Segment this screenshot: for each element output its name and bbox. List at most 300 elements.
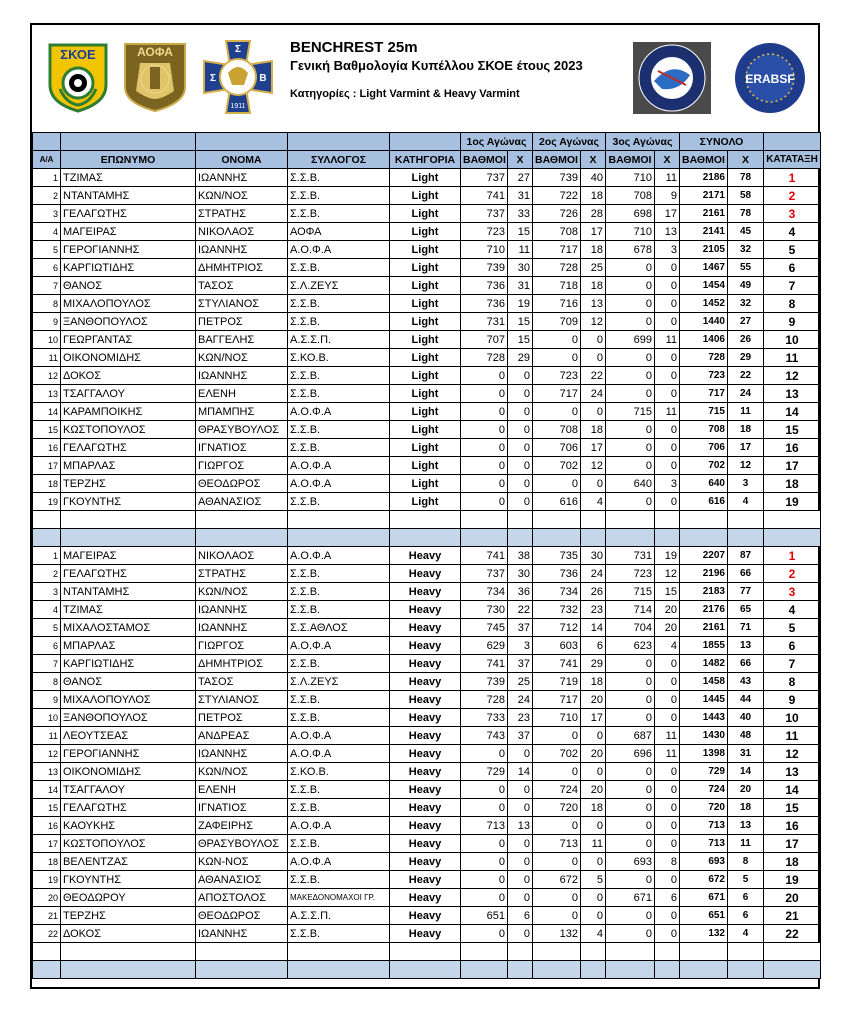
cell-name: ΖΑΦΕΙΡΗΣ <box>196 817 288 835</box>
cell-total-points: 724 <box>680 781 728 799</box>
cell-m3-points: 0 <box>606 835 655 853</box>
cell-total-x: 65 <box>728 601 764 619</box>
cell-m2-x: 5 <box>581 871 606 889</box>
cell-total-x: 78 <box>728 169 764 187</box>
cell-m2-points: 739 <box>533 169 581 187</box>
cell-name: ΚΩΝ/ΝΟΣ <box>196 583 288 601</box>
cell-total-x: 78 <box>728 205 764 223</box>
cell-name: ΕΛΕΝΗ <box>196 385 288 403</box>
cell-m1-x: 0 <box>508 475 533 493</box>
cell-total-points: 2161 <box>680 619 728 637</box>
cell-total-x: 12 <box>728 457 764 475</box>
cell-club: Σ.Σ.Β. <box>288 655 390 673</box>
cell-name: ΚΩΝ/ΝΟΣ <box>196 349 288 367</box>
header-blank <box>764 133 821 151</box>
table-row <box>33 259 821 277</box>
table-row <box>33 907 821 925</box>
cell-category: Light <box>390 349 461 367</box>
cell-rank: 4 <box>764 223 821 241</box>
cell-m2-points: 132 <box>533 925 581 943</box>
cell-m3-points: 0 <box>606 673 655 691</box>
cell-name: ΜΠΑΜΠΗΣ <box>196 403 288 421</box>
cell-m2-points: 0 <box>533 475 581 493</box>
cell-surname: ΘΑΝΟΣ <box>61 673 196 691</box>
cell-aa: 2 <box>33 187 61 205</box>
cell-total-x: 49 <box>728 277 764 295</box>
cell-m3-points: 0 <box>606 763 655 781</box>
cell-m1-x: 0 <box>508 439 533 457</box>
cell-m3-x: 0 <box>655 709 680 727</box>
cell-category: Light <box>390 187 461 205</box>
cell-rank: 5 <box>764 241 821 259</box>
cell-surname: ΒΕΛΕΝΤΖΑΣ <box>61 853 196 871</box>
cell-total-points: 1855 <box>680 637 728 655</box>
cell-name: ΕΛΕΝΗ <box>196 781 288 799</box>
aofa-logo <box>122 41 188 118</box>
cell-m1-points: 736 <box>461 295 508 313</box>
cell-rank: 16 <box>764 439 821 457</box>
cell-club: Σ.Σ.Β. <box>288 709 390 727</box>
cell-total-x: 6 <box>728 889 764 907</box>
header-blank <box>196 133 288 151</box>
cell-m3-x: 13 <box>655 223 680 241</box>
cell-aa: 8 <box>33 673 61 691</box>
cell-aa: 18 <box>33 853 61 871</box>
cell-m1-points: 743 <box>461 727 508 745</box>
cell-club: Σ.Σ.Β. <box>288 169 390 187</box>
cell-category: Light <box>390 295 461 313</box>
cell-rank: 19 <box>764 871 821 889</box>
cell-aa: 2 <box>33 565 61 583</box>
cell-name: ΙΓΝΑΤΙΟΣ <box>196 439 288 457</box>
cell-surname: ΓΕΛΑΓΩΤΗΣ <box>61 439 196 457</box>
cell-m2-x: 18 <box>581 799 606 817</box>
cell-m2-points: 709 <box>533 313 581 331</box>
cell-m1-points: 741 <box>461 187 508 205</box>
cell-club: Α.Ο.Φ.Α <box>288 727 390 745</box>
cell-m2-x: 0 <box>581 763 606 781</box>
table-row <box>33 475 821 493</box>
cell-name: ΙΩΑΝΝΗΣ <box>196 601 288 619</box>
cell-m3-x: 0 <box>655 421 680 439</box>
cell-aa: 8 <box>33 295 61 313</box>
cell-m1-x: 0 <box>508 799 533 817</box>
cell-m1-points: 0 <box>461 853 508 871</box>
cell-club: Σ.Σ.Β. <box>288 367 390 385</box>
cell-total-points: 1440 <box>680 313 728 331</box>
cell-rank: 3 <box>764 583 821 601</box>
header-row-top <box>33 133 821 151</box>
cell-m1-points: 737 <box>461 205 508 223</box>
cell-category: Light <box>390 277 461 295</box>
cell-category: Light <box>390 205 461 223</box>
cell-surname: ΟΙΚΟΝΟΜΙΔΗΣ <box>61 349 196 367</box>
cell-total-x: 31 <box>728 745 764 763</box>
cell-club: Σ.Σ.Β. <box>288 565 390 583</box>
cell-m2-x: 0 <box>581 403 606 421</box>
cell-total-points: 1482 <box>680 655 728 673</box>
cell-m2-x: 30 <box>581 547 606 565</box>
cell-m2-points: 723 <box>533 367 581 385</box>
cell-m1-x: 25 <box>508 673 533 691</box>
cell-m1-x: 11 <box>508 241 533 259</box>
cell-m3-points: 687 <box>606 727 655 745</box>
cell-m2-x: 4 <box>581 493 606 511</box>
cell-rank: 8 <box>764 673 821 691</box>
cell-m3-points: 0 <box>606 295 655 313</box>
cell-total-x: 13 <box>728 637 764 655</box>
table-row <box>33 655 821 673</box>
cell-rank: 3 <box>764 205 821 223</box>
cell-name: ΘΕΟΔΩΡΟΣ <box>196 907 288 925</box>
cell-category: Heavy <box>390 835 461 853</box>
cell-m1-points: 0 <box>461 799 508 817</box>
cell-m3-points: 0 <box>606 781 655 799</box>
cell-m1-x: 0 <box>508 853 533 871</box>
cell-m1-points: 710 <box>461 241 508 259</box>
cell-m2-points: 717 <box>533 691 581 709</box>
cell-total-points: 702 <box>680 457 728 475</box>
cell-rank: 9 <box>764 313 821 331</box>
cell-surname: ΤΖΙΜΑΣ <box>61 169 196 187</box>
cell-category: Light <box>390 421 461 439</box>
cell-m3-points: 693 <box>606 853 655 871</box>
cell-total-points: 723 <box>680 367 728 385</box>
cell-m2-x: 0 <box>581 331 606 349</box>
cell-surname: ΜΙΧΑΛΟΠΟΥΛΟΣ <box>61 295 196 313</box>
cell-total-x: 11 <box>728 835 764 853</box>
cell-m1-points: 0 <box>461 421 508 439</box>
cell-m2-x: 0 <box>581 889 606 907</box>
cell-category: Heavy <box>390 565 461 583</box>
header-aa: Α/Α <box>33 151 61 169</box>
cell-aa: 14 <box>33 403 61 421</box>
cell-surname: ΜΑΓΕΙΡΑΣ <box>61 223 196 241</box>
cell-m3-points: 708 <box>606 187 655 205</box>
cell-m2-points: 728 <box>533 259 581 277</box>
cell-surname: ΘΑΝΟΣ <box>61 277 196 295</box>
cell-club: Σ.Σ.Β. <box>288 295 390 313</box>
cell-rank: 14 <box>764 781 821 799</box>
cell-m3-x: 0 <box>655 763 680 781</box>
cell-m3-x: 0 <box>655 259 680 277</box>
cell-total-points: 1452 <box>680 295 728 313</box>
table-row <box>33 691 821 709</box>
cell-club: Σ.Σ.Β. <box>288 205 390 223</box>
cell-m1-points: 0 <box>461 457 508 475</box>
cell-surname: ΔΟΚΟΣ <box>61 925 196 943</box>
cell-m2-points: 720 <box>533 799 581 817</box>
cell-m3-points: 731 <box>606 547 655 565</box>
svg-text:1911: 1911 <box>230 103 246 110</box>
cell-club: Α.Ο.Φ.Α <box>288 547 390 565</box>
cell-total-x: 14 <box>728 763 764 781</box>
cell-total-points: 717 <box>680 385 728 403</box>
cell-category: Heavy <box>390 871 461 889</box>
cell-m1-points: 0 <box>461 871 508 889</box>
cell-name: ΙΩΑΝΝΗΣ <box>196 619 288 637</box>
table-row <box>33 727 821 745</box>
cell-total-x: 43 <box>728 673 764 691</box>
cell-total-x: 44 <box>728 691 764 709</box>
table-row <box>33 403 821 421</box>
table-row <box>33 277 821 295</box>
cell-rank: 18 <box>764 475 821 493</box>
cell-club: Σ.Σ.Β. <box>288 187 390 205</box>
cell-surname: ΚΑΟΥΚΗΣ <box>61 817 196 835</box>
cell-m2-points: 0 <box>533 331 581 349</box>
cell-total-points: 713 <box>680 817 728 835</box>
cell-m1-x: 22 <box>508 601 533 619</box>
cell-total-x: 77 <box>728 583 764 601</box>
cell-m2-points: 702 <box>533 457 581 475</box>
cell-aa: 21 <box>33 907 61 925</box>
cell-m2-points: 741 <box>533 655 581 673</box>
cell-surname: ΓΕΡΟΓΙΑΝΝΗΣ <box>61 745 196 763</box>
cell-m3-points: 0 <box>606 691 655 709</box>
cell-m3-x: 3 <box>655 241 680 259</box>
cell-m1-x: 0 <box>508 925 533 943</box>
cell-m2-points: 0 <box>533 763 581 781</box>
cell-surname: ΞΑΝΘΟΠΟΥΛΟΣ <box>61 709 196 727</box>
cell-aa: 19 <box>33 493 61 511</box>
header-points: ΒΑΘΜΟΙ <box>461 151 508 169</box>
header-club: ΣΥΛΛΟΓΟΣ <box>288 151 390 169</box>
cell-aa: 13 <box>33 385 61 403</box>
cell-total-x: 3 <box>728 475 764 493</box>
cell-category: Heavy <box>390 889 461 907</box>
cell-m3-points: 0 <box>606 799 655 817</box>
cell-aa: 10 <box>33 709 61 727</box>
cell-club: Σ.Σ.Β. <box>288 385 390 403</box>
cell-m2-points: 0 <box>533 403 581 421</box>
cell-m2-x: 20 <box>581 781 606 799</box>
cell-total-points: 671 <box>680 889 728 907</box>
cell-m3-x: 0 <box>655 439 680 457</box>
cell-club: Σ.Σ.Β. <box>288 925 390 943</box>
cell-surname: ΜΠΑΡΛΑΣ <box>61 637 196 655</box>
cell-total-x: 66 <box>728 655 764 673</box>
cell-m1-x: 0 <box>508 385 533 403</box>
cell-m2-x: 0 <box>581 853 606 871</box>
cell-m3-points: 710 <box>606 223 655 241</box>
cell-total-points: 729 <box>680 763 728 781</box>
cell-rank: 1 <box>764 547 821 565</box>
cell-surname: ΜΙΧΑΛΟΠΟΥΛΟΣ <box>61 691 196 709</box>
cell-category: Light <box>390 385 461 403</box>
table-row <box>33 241 821 259</box>
cell-m2-points: 672 <box>533 871 581 889</box>
section-separator <box>33 511 821 547</box>
table-row <box>33 871 821 889</box>
cell-m3-x: 11 <box>655 403 680 421</box>
cell-m3-points: 710 <box>606 169 655 187</box>
cell-m2-points: 736 <box>533 565 581 583</box>
cell-name: ΔΗΜΗΤΡΙΟΣ <box>196 259 288 277</box>
table-row <box>33 439 821 457</box>
cell-m1-points: 730 <box>461 601 508 619</box>
cell-m1-x: 0 <box>508 457 533 475</box>
cell-total-points: 2105 <box>680 241 728 259</box>
cell-m1-points: 0 <box>461 745 508 763</box>
cell-m1-x: 0 <box>508 889 533 907</box>
cell-m3-points: 696 <box>606 745 655 763</box>
cell-m1-x: 30 <box>508 565 533 583</box>
cell-surname: ΓΕΛΑΓΩΤΗΣ <box>61 565 196 583</box>
cell-aa: 3 <box>33 583 61 601</box>
cell-m3-points: 671 <box>606 889 655 907</box>
cell-name: ΚΩΝ/ΝΟΣ <box>196 763 288 781</box>
cell-total-x: 18 <box>728 421 764 439</box>
categories-label: Κατηγορίες : Light Varmint & Heavy Varmint <box>290 88 520 100</box>
cell-name: ΙΩΑΝΝΗΣ <box>196 367 288 385</box>
cell-m3-x: 9 <box>655 187 680 205</box>
skoe-logo <box>46 41 110 118</box>
cell-rank: 8 <box>764 295 821 313</box>
cell-m2-x: 24 <box>581 385 606 403</box>
cell-total-x: 11 <box>728 403 764 421</box>
cell-m3-points: 0 <box>606 709 655 727</box>
cell-m1-x: 31 <box>508 187 533 205</box>
cell-total-x: 22 <box>728 367 764 385</box>
cell-total-x: 55 <box>728 259 764 277</box>
cell-total-x: 17 <box>728 439 764 457</box>
cell-aa: 22 <box>33 925 61 943</box>
cell-m2-points: 717 <box>533 385 581 403</box>
cell-m2-points: 0 <box>533 889 581 907</box>
cell-m1-points: 737 <box>461 565 508 583</box>
cell-category: Heavy <box>390 799 461 817</box>
cell-m3-points: 715 <box>606 403 655 421</box>
cell-m1-points: 0 <box>461 403 508 421</box>
cell-total-points: 2171 <box>680 187 728 205</box>
cell-category: Heavy <box>390 925 461 943</box>
cell-m2-x: 18 <box>581 241 606 259</box>
cell-club: Σ.ΚΟ.Β. <box>288 763 390 781</box>
cell-m3-x: 17 <box>655 205 680 223</box>
cell-surname: ΓΕΡΟΓΙΑΝΝΗΣ <box>61 241 196 259</box>
cell-name: ΙΩΑΝΝΗΣ <box>196 241 288 259</box>
table-row <box>33 493 821 511</box>
cell-total-x: 87 <box>728 547 764 565</box>
cell-m1-x: 29 <box>508 349 533 367</box>
cell-aa: 17 <box>33 835 61 853</box>
cell-total-x: 71 <box>728 619 764 637</box>
wrabf-logo <box>632 41 712 120</box>
cell-total-points: 1445 <box>680 691 728 709</box>
cell-m3-x: 3 <box>655 475 680 493</box>
cell-m3-points: 0 <box>606 277 655 295</box>
cell-m2-x: 20 <box>581 691 606 709</box>
cell-m1-points: 729 <box>461 763 508 781</box>
cell-rank: 21 <box>764 907 821 925</box>
cell-total-x: 13 <box>728 817 764 835</box>
cell-m1-points: 0 <box>461 385 508 403</box>
cell-m1-points: 0 <box>461 493 508 511</box>
cell-total-x: 32 <box>728 295 764 313</box>
cell-total-x: 6 <box>728 907 764 925</box>
cell-total-points: 2176 <box>680 601 728 619</box>
cell-rank: 16 <box>764 817 821 835</box>
cell-m1-x: 19 <box>508 295 533 313</box>
header-x: X <box>508 151 533 169</box>
cell-m2-x: 0 <box>581 349 606 367</box>
cell-name: ΑΝΔΡΕΑΣ <box>196 727 288 745</box>
cell-m3-x: 0 <box>655 313 680 331</box>
cell-club: Σ.Σ.Β. <box>288 493 390 511</box>
cell-rank: 10 <box>764 709 821 727</box>
cell-rank: 13 <box>764 385 821 403</box>
cell-m3-points: 0 <box>606 313 655 331</box>
cell-category: Light <box>390 223 461 241</box>
cell-m2-x: 4 <box>581 925 606 943</box>
cell-rank: 5 <box>764 619 821 637</box>
cell-total-points: 1406 <box>680 331 728 349</box>
cell-m3-x: 8 <box>655 853 680 871</box>
table-row <box>33 349 821 367</box>
cell-surname: ΚΑΡΓΙΩΤΙΔΗΣ <box>61 655 196 673</box>
cell-aa: 5 <box>33 241 61 259</box>
cell-m2-x: 23 <box>581 601 606 619</box>
cell-m3-x: 0 <box>655 457 680 475</box>
cell-club: Α.Ο.Φ.Α <box>288 241 390 259</box>
cell-surname: ΜΑΓΕΙΡΑΣ <box>61 547 196 565</box>
cell-m3-points: 698 <box>606 205 655 223</box>
table-row <box>33 619 821 637</box>
cell-m1-x: 38 <box>508 547 533 565</box>
cell-name: ΑΘΑΝΑΣΙΟΣ <box>196 871 288 889</box>
erabsf-logo <box>730 41 810 120</box>
table-row <box>33 457 821 475</box>
cell-m2-points: 0 <box>533 727 581 745</box>
cell-total-points: 1467 <box>680 259 728 277</box>
empty-row <box>33 511 821 529</box>
cell-aa: 20 <box>33 889 61 907</box>
cell-total-points: 651 <box>680 907 728 925</box>
cell-total-points: 1458 <box>680 673 728 691</box>
cell-club: ΜΑΚΕΔΟΝΟΜΑΧΟΙ ΓΡ. <box>288 889 390 907</box>
table-row <box>33 853 821 871</box>
cell-m2-x: 17 <box>581 709 606 727</box>
cell-rank: 13 <box>764 763 821 781</box>
cell-m1-points: 728 <box>461 691 508 709</box>
cell-surname: ΞΑΝΘΟΠΟΥΛΟΣ <box>61 313 196 331</box>
cell-aa: 9 <box>33 313 61 331</box>
table-row <box>33 925 821 943</box>
cell-aa: 14 <box>33 781 61 799</box>
cell-m3-points: 0 <box>606 439 655 457</box>
cell-surname: ΓΕΩΡΓΑΝΤΑΣ <box>61 331 196 349</box>
cell-name: ΑΘΑΝΑΣΙΟΣ <box>196 493 288 511</box>
cell-total-points: 706 <box>680 439 728 457</box>
cell-club: Α.Ο.Φ.Α <box>288 457 390 475</box>
cell-aa: 6 <box>33 259 61 277</box>
cell-m1-x: 27 <box>508 169 533 187</box>
cell-m1-points: 707 <box>461 331 508 349</box>
cell-club: Σ.Σ.Β. <box>288 439 390 457</box>
cell-name: ΠΕΤΡΟΣ <box>196 313 288 331</box>
header-total: ΣΥΝΟΛΟ <box>680 133 764 151</box>
cell-aa: 4 <box>33 601 61 619</box>
header-surname: ΕΠΩΝΥΜΟ <box>61 151 196 169</box>
table-row <box>33 565 821 583</box>
cell-name: ΓΙΩΡΓΟΣ <box>196 637 288 655</box>
cell-m3-points: 0 <box>606 871 655 889</box>
cell-m2-points: 717 <box>533 241 581 259</box>
cell-m3-x: 0 <box>655 367 680 385</box>
cell-m2-points: 708 <box>533 223 581 241</box>
cell-aa: 18 <box>33 475 61 493</box>
